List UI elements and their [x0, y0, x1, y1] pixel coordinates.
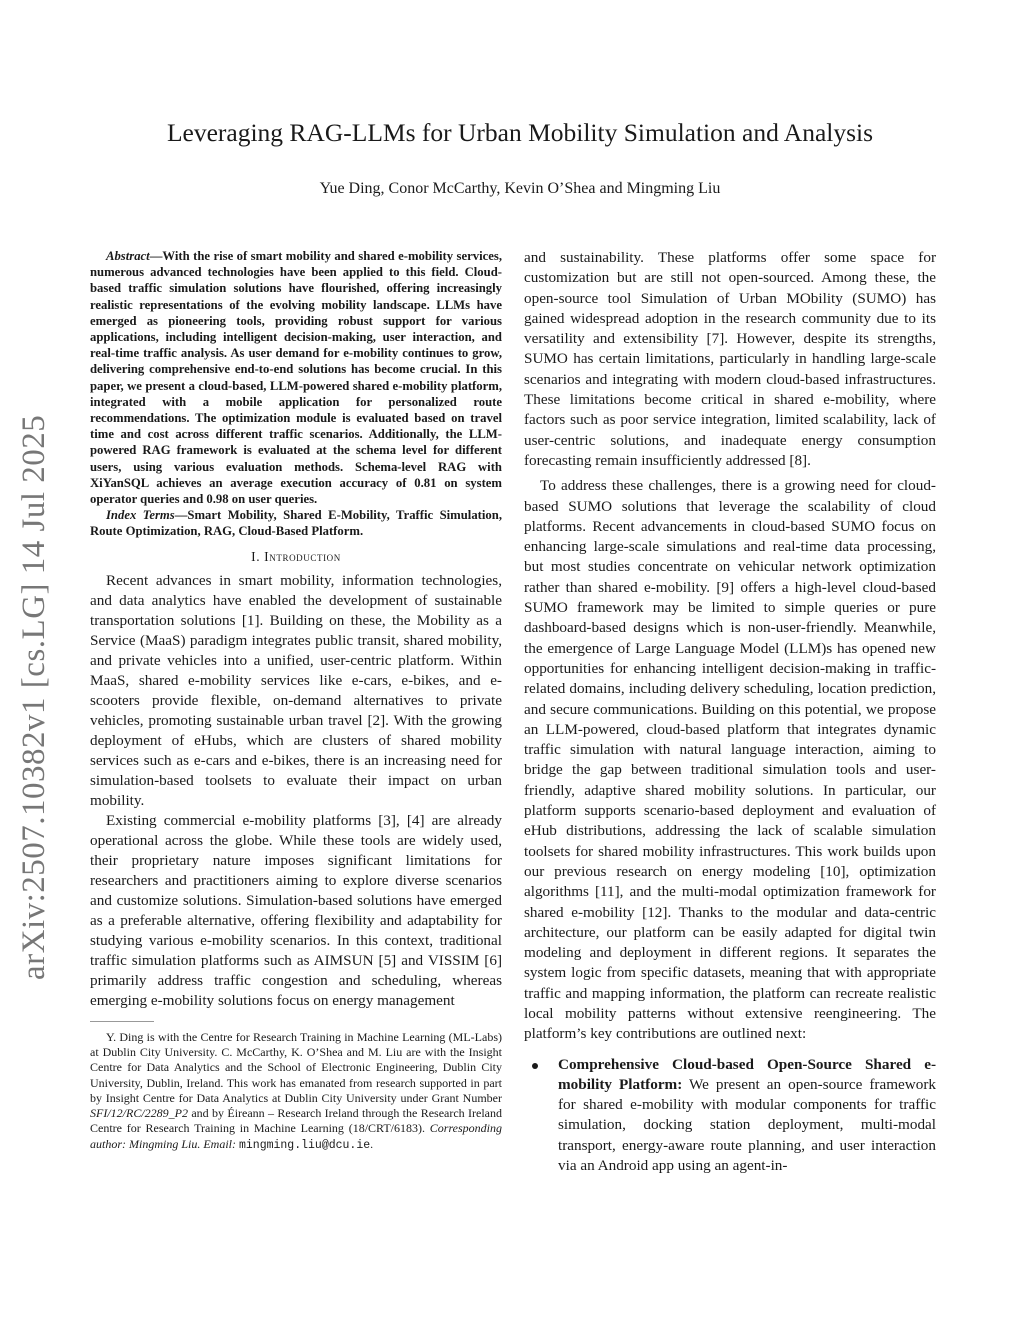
paragraph: and sustainability. These platforms offer some space for customization but are still not open-sourced. Among these, the open-source tool Simulation of Urban MObility (SUMO) has gained widespread adoption in the research community due to its versatility and extensibility [7]. However, despite its strengths, SUMO has certain limitations, particularly in handling large-scale scenarios and integrating with modern cloud-based infrastructures. These limitations become critical in shared e-mobility, where factors such as poor service integration, limited scalability, lack of user-centric solutions, and inadequate energy consumption forecasting remain insufficiently addressed [8].	[524, 249, 936, 469]
right-column	[524, 248, 936, 1176]
email-link[interactable]: mingming.liu@dcu.ie	[239, 1138, 371, 1152]
section-number: I.	[251, 548, 261, 564]
section-heading-introduction	[90, 549, 502, 565]
footnote-end: .	[370, 1136, 374, 1151]
index-terms-text: —Smart Mobility, Shared E-Mobility, Traffic Simulation, Route Optimization, RAG, Cloud-Based Platform.	[90, 508, 502, 539]
abstract-text: —With the rise of smart mobility and shared e-mobility services, numerous advanced technologies have been applied to this field. Cloud-based traffic simulation solutions have flourished, offering increasingly realistic representations of the evolving mobility landscape. LLMs have emerged as pioneering tools, providing robust support for various applications, including intelligent decision-making, user interaction, and real-time traffic analysis. As user demand for e-mobility continues to grow, delivering comprehensive end-to-end solutions has become crucial. In this paper, we present a cloud-based, LLM-powered shared e-mobility platform, integrated with a mobile application for personalized route recommendations. The optimization module is evaluated based on travel time and cost across different traffic scenarios. Additionally, the LLM-powered RAG framework is evaluated at the schema level for different users, using various evaluation methods. Schema-level RAG with XiYanSQL achieves an average execution accuracy of 0.81 on system operator queries and 0.98 on user queries.	[90, 249, 502, 507]
abstract-label: Abstract	[106, 249, 150, 263]
author-list: Yue Ding, Conor McCarthy, Kevin O’Shea and Mingming Liu	[319, 180, 721, 197]
footnote-affiliation: Y. Ding is with the Centre for Research Training in Machine Learning (ML-Labs) at Dublin City University. C. McCarthy, K. O’Shea and M. Liu are with the Insight Centre for Data Analytics and the School of Electronic Engineering, Dublin City University, Dublin, Ireland. This work has emanated from research supported in part by Insight Centre for Data Analytics at Dublin City University under Grant Number	[90, 1029, 502, 1105]
left-column	[90, 248, 502, 1153]
contribution-bullet	[524, 1055, 936, 1177]
index-terms	[90, 507, 502, 539]
footnote	[90, 1030, 502, 1153]
index-terms-label: Index Terms	[106, 508, 175, 523]
bullet-body: We present an open-source framework for shared e-mobility with modular components for traffic simulation, docking station deployment, multi-modal transport, energy-aware route planning, and user interaction via an Android app using an agent-in-	[558, 1075, 936, 1175]
corresponding-author: Corresponding author: Mingming Liu. Email:	[90, 1121, 502, 1151]
bullet-heading: Comprehensive Cloud-based Open-Source Shared e-mobility Platform:	[558, 1055, 936, 1093]
paragraph: Existing commercial e-mobility platforms [3], [4] are already operational across the globe. While these tools are widely used, their proprietary nature imposes significant limitations for researchers and practitioners aiming to explore diverse scenarios and customize solutions. Simulation-based solutions have emerged as a preferable alternative, offering flexibility and adaptability for studying various e-mobility scenarios. In this context, traditional traffic simulation platforms such as AIMSUN [5] and VISSIM [6] primarily address traffic congestion and scheduling, whereas emerging e-mobility solutions focus on energy management	[90, 811, 502, 1009]
bullet-text	[558, 1055, 936, 1177]
paragraph: Recent advances in smart mobility, information technologies, and data analytics have enabled the development of sustainable transportation solutions [1]. Building on these, the Mobility as a Service (MaaS) paradigm integrates public transit, shared mobility, and private vehicles into a unified, user-centric platform. Within MaaS, shared e-mobility services like e-cars, e-bikes, and e-scooters provide flexible, on-demand alternatives to private vehicles, promoting sustainable urban travel [2]. With the growing deployment of eHubs, which are clusters of shared mobility services such as e-cars and e-bikes, there is an increasing need for simulation-based toolsets to evaluate their impact on urban mobility.	[90, 571, 502, 809]
section-title: Introduction	[264, 548, 341, 564]
paragraph: To address these challenges, there is a growing need for cloud-based SUMO solutions that leverage the scalability of cloud platforms. Recent advancements in cloud-based SUMO focus on enhancing large-scale simulations and real-time data processing, but most studies concentrate on vehicular network optimization rather than shared e-mobility. [9] offers a high-level cloud-based SUMO framework may be limited to simple queries or pure dashboard-based designs which is non-user-friendly. Meanwhile, the emergence of Large Language Model (LLM)s has opened new opportunities for enhancing intelligent decision-making in traffic-related domains, including delivery scheduling, location prediction, and secure communications. Building on this potential, we propose an LLM-powered, cloud-based platform that integrates dynamic traffic simulation with natural language interaction, aiming to bridge the gap between traditional simulation tools and user-friendly, adaptive shared mobility solutions. In particular, our platform supports scenario-based deployment and evaluation of eHub distributions, addressing the lack of scalable simulation toolsets for shared mobility infrastructures. This work builds upon our previous research on energy modeling [10], optimization algorithms [11], and the multi-modal optimization framework for shared e-mobility [12]. Thanks to the modular and data-centric architecture, our platform can be easily adapted for digital twin modeling and deployment in different regions. It separates the system logic from specific datasets, meaning that with appropriate traffic and mapping information, the platform can recreate realistic local mobility patterns without extensive reengineering. The platform’s key contributions are outlined next:	[524, 477, 936, 1043]
grant-number: SFI/12/RC/2289_P2	[90, 1106, 188, 1121]
footnote-funding: and by Éireann – Research Ireland through the Research Ireland Centre for Research Training in Machine Learning (18/CRT/6183).	[90, 1106, 502, 1136]
arxiv-identifier: arXiv:2507.10382v1 [cs.LG] 14 Jul 2025	[16, 414, 52, 980]
paper-title: Leveraging RAG-LLMs for Urban Mobility Simulation and Analysis	[166, 118, 874, 147]
bullet-icon	[532, 1063, 538, 1069]
footnote-divider	[90, 1021, 154, 1022]
abstract	[90, 248, 502, 507]
